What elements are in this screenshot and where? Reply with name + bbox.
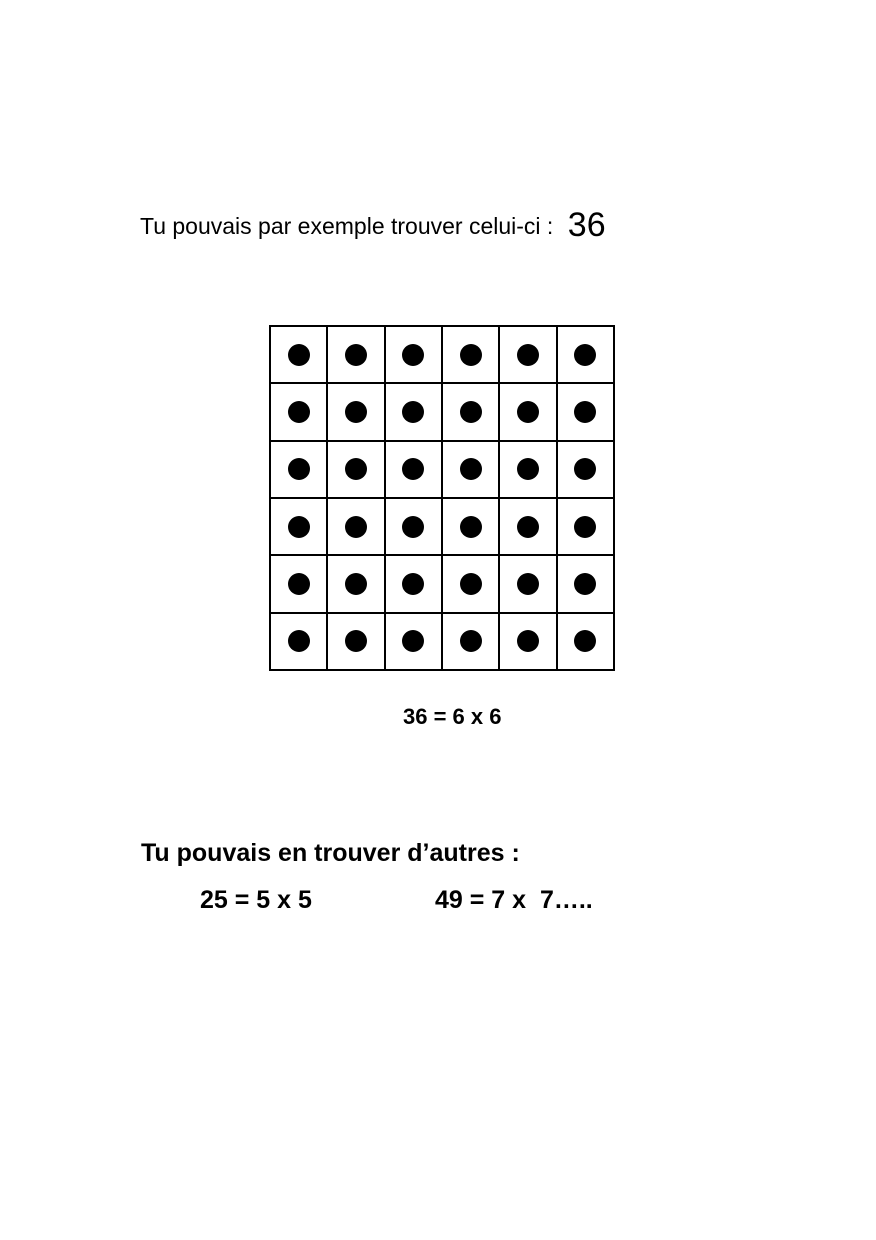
grid-cell xyxy=(443,442,500,499)
grid-cell xyxy=(328,614,385,671)
grid-cell xyxy=(443,556,500,613)
dot xyxy=(345,401,367,423)
grid-cell xyxy=(500,442,557,499)
grid-cell xyxy=(500,327,557,384)
dot xyxy=(402,344,424,366)
grid-cell xyxy=(500,499,557,556)
dot xyxy=(288,344,310,366)
intro-line xyxy=(140,204,606,243)
dot xyxy=(345,344,367,366)
grid-cell xyxy=(558,499,615,556)
grid-cell xyxy=(271,327,328,384)
grid-cell xyxy=(386,556,443,613)
dot xyxy=(460,573,482,595)
grid-cell xyxy=(386,327,443,384)
dot xyxy=(402,573,424,595)
grid-cell xyxy=(271,556,328,613)
dot xyxy=(402,458,424,480)
grid-cell xyxy=(558,327,615,384)
dot xyxy=(345,573,367,595)
grid-cell xyxy=(443,614,500,671)
dot xyxy=(460,458,482,480)
grid-cell xyxy=(558,384,615,441)
grid-cell xyxy=(443,499,500,556)
example-equation: 49 = 7 x 7….. xyxy=(435,886,593,914)
grid-cell xyxy=(328,384,385,441)
dot xyxy=(574,401,596,423)
grid-cell xyxy=(558,614,615,671)
grid-cell xyxy=(328,499,385,556)
grid-cell xyxy=(271,384,328,441)
dot xyxy=(517,344,539,366)
grid-cell xyxy=(386,442,443,499)
others-heading: Tu pouvais en trouver d’autres : xyxy=(141,839,520,867)
dot xyxy=(574,516,596,538)
dot xyxy=(402,630,424,652)
grid-cell xyxy=(271,442,328,499)
grid-cell xyxy=(328,556,385,613)
grid-cell xyxy=(500,384,557,441)
dot xyxy=(517,516,539,538)
dot xyxy=(574,573,596,595)
equation: 36 = 6 x 6 xyxy=(403,704,502,729)
grid-cell xyxy=(558,556,615,613)
grid-cell xyxy=(328,442,385,499)
dot xyxy=(517,573,539,595)
grid-cell xyxy=(443,384,500,441)
grid-cell xyxy=(328,327,385,384)
dot xyxy=(288,516,310,538)
grid-cell xyxy=(386,614,443,671)
dot xyxy=(460,516,482,538)
dot xyxy=(345,516,367,538)
dot xyxy=(345,458,367,480)
grid-cell xyxy=(500,614,557,671)
dot xyxy=(345,630,367,652)
dot xyxy=(517,401,539,423)
dot xyxy=(288,401,310,423)
grid-cell xyxy=(271,499,328,556)
grid-cell xyxy=(271,614,328,671)
dot xyxy=(460,630,482,652)
dot-grid xyxy=(269,325,615,671)
dot xyxy=(517,458,539,480)
intro-text: Tu pouvais par exemple trouver celui-ci : xyxy=(140,213,554,239)
example-equation: 25 = 5 x 5 xyxy=(200,886,312,914)
grid-cell xyxy=(500,556,557,613)
grid-cell xyxy=(558,442,615,499)
dot xyxy=(574,630,596,652)
dot xyxy=(288,458,310,480)
dot xyxy=(402,516,424,538)
grid-cell xyxy=(443,327,500,384)
intro-number: 36 xyxy=(567,206,606,244)
dot xyxy=(288,573,310,595)
dot xyxy=(574,458,596,480)
grid-cell xyxy=(386,384,443,441)
dot xyxy=(460,401,482,423)
dot xyxy=(460,344,482,366)
dot xyxy=(288,630,310,652)
dot xyxy=(574,344,596,366)
dot xyxy=(402,401,424,423)
dot xyxy=(517,630,539,652)
grid-cell xyxy=(386,499,443,556)
